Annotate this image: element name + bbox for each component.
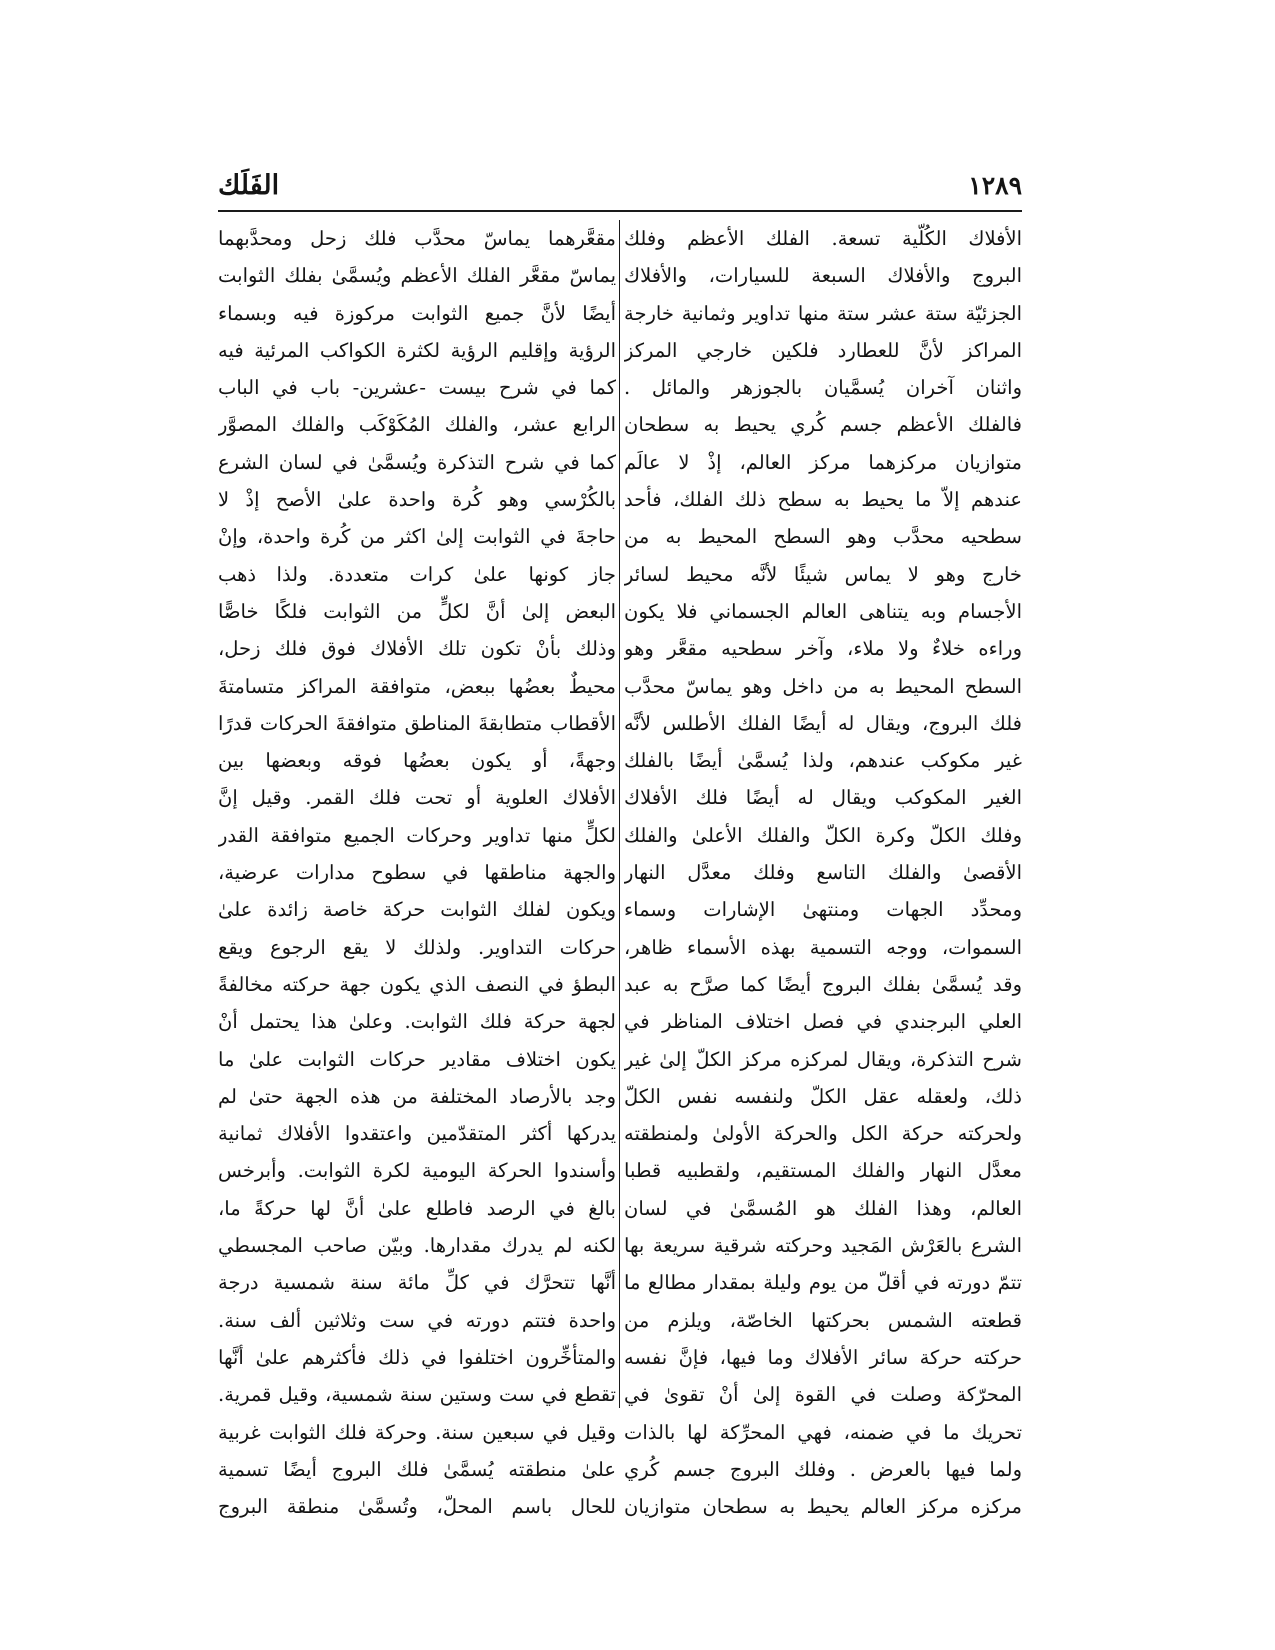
text-line: البروج والأفلاك السبعة للسيارات، والأفلاك — [624, 264, 1022, 288]
running-header — [218, 166, 1022, 206]
page-number: ١٢٨٩ — [968, 171, 1022, 200]
text-line: وراءه خلاءٌ ولا ملاء، وآخر سطحيه مقعَّر وهو — [624, 637, 1022, 661]
text-line: حركته حركة سائر الأفلاك وما فيها، فإنَّ نفسه — [624, 1345, 1022, 1369]
text-line: السموات، ووجه التسمية بهذه الأسماء ظاهر، — [624, 935, 1022, 959]
text-line: شرح التذكرة، ويقال لمركزه مركز الكلّ إلىٰ غير — [624, 1047, 1022, 1071]
right-column — [624, 220, 1022, 1525]
text-line: كما في شرح بيست -عشرين- باب في الباب — [218, 376, 616, 400]
text-line: لكنه لم يدرك مقدارها. وبيّن صاحب المجسطي — [218, 1234, 616, 1258]
text-line: الشرع بالعَرْش المَجيد وحركته شرقية سريعة بها — [624, 1234, 1022, 1258]
text-line: محيطٌ بعضُها ببعض، متوافقة المراكز متسامتةَ — [218, 674, 616, 698]
text-line: الجزئيّة ستة عشر ستة منها تداوير وثمانية خارجة — [624, 301, 1022, 325]
text-line: العالم، وهذا الفلك هو المُسمَّىٰ في لسان — [624, 1196, 1022, 1220]
text-line: المراكز لأنَّ للعطارد فلكين خارجي المركز — [624, 338, 1022, 362]
text-line: متوازيان مركزهما مركز العالم، إذْ لا عالَم — [624, 450, 1022, 474]
text-line: لجهة حركة فلك الثوابت. وعلىٰ هذا يحتمل أنْ — [218, 1010, 616, 1034]
text-line: يكون اختلاف مقادير حركات الثوابت علىٰ ما — [218, 1047, 616, 1071]
text-line: المحرّكة وصلت في القوة إلىٰ أنْ تقوىٰ في — [624, 1383, 1022, 1407]
text-line: ذلك، ولعقله عقل الكلّ ولنفسه نفس الكلّ — [624, 1084, 1022, 1108]
text-line: كما في شرح التذكرة ويُسمَّىٰ في لسان الشرع — [218, 450, 616, 474]
page-title: الفَلَك — [218, 170, 280, 201]
text-line: لكلٍّ منها تداوير وحركات الجميع متوافقة القدر — [218, 823, 616, 847]
text-line: وقيل في سبعين سنة. وحركة فلك الثوابت غربية — [218, 1420, 616, 1444]
text-line: البعض إلىٰ أنَّ لكلٍّ من الثوابت فلكًا خاصًّا — [218, 599, 616, 623]
left-column — [218, 220, 616, 1525]
text-line: تتمّ دورته في أقلّ من يوم وليلة بمقدار مطالع ما — [624, 1271, 1022, 1295]
text-line: والمتأخِّرون اختلفوا في ذلك فأكثرهم علىٰ أنَّها — [218, 1345, 616, 1369]
text-line: الأفلاك الكُلّية تسعة. الفلك الأعظم وفلك — [624, 227, 1022, 250]
text-line: وجد بالأرصاد المختلفة من هذه الجهة حتىٰ لم — [218, 1084, 616, 1108]
text-line: الرابع عشر، والفلك المُكَوْكَب والفلك المصوَّر — [218, 413, 616, 437]
text-line: السطح المحيط به من داخل وهو يماسّ محدَّب — [624, 674, 1022, 698]
text-line: يدركها أكثر المتقدّمين واعتقدوا الأفلاك ثمانية — [218, 1122, 616, 1146]
text-line: مركزه مركز العالم يحيط به سطحان متوازيان — [624, 1495, 1022, 1519]
text-line: ويكون لفلك الثوابت حركة خاصة زائدة علىٰ — [218, 898, 616, 922]
text-line: ولحركته حركة الكل والحركة الأولىٰ ولمنطقته — [624, 1122, 1022, 1146]
text-line: مقعَّرهما يماسّ محدَّب فلك زحل ومحدَّبهما — [218, 227, 616, 250]
text-line: الغير المكوكب ويقال له أيضًا فلك الأفلاك — [624, 786, 1022, 810]
text-line: وفلك الكلّ وكرة الكلّ والفلك الأعلىٰ والفلك — [624, 823, 1022, 847]
text-line: البطؤ في النصف الذي يكون جهة حركته مخالفةً — [218, 972, 616, 996]
text-line: الأجسام وبه يتناهى العالم الجسماني فلا يكون — [624, 599, 1022, 623]
text-line: جاز كونها علىٰ كرات متعددة. ولذا ذهب — [218, 562, 616, 586]
text-line: حاجةَ في الثوابت إلىٰ اكثر من كُرة واحدة، وإنْ — [218, 525, 616, 549]
text-line: للحال باسم المحلّ، وتُسمَّىٰ منطقة البروج — [218, 1495, 616, 1519]
text-line: فالفلك الأعظم جسم كُري يحيط به سطحان — [624, 413, 1022, 437]
text-line: بالغ في الرصد فاطلع علىٰ أنَّ لها حركةً ما، — [218, 1196, 616, 1220]
text-line: الأفلاك العلوية أو تحت فلك القمر. وقيل إنَّ — [218, 786, 616, 810]
text-line: أنَّها تتحرَّك في كلِّ مائة سنة شمسية درجة — [218, 1271, 616, 1295]
text-line: الأقطاب متطابقةَ المناطق متوافقةَ الحركات قدرًا — [218, 711, 616, 735]
text-line: واثنان آخران يُسمَّيان بالجوزهر والمائل . — [624, 376, 1022, 400]
text-line: ولما فيها بالعرض . وفلك البروج جسم كُري — [624, 1457, 1022, 1481]
text-line: غير مكوكب عندهم، ولذا يُسمَّىٰ أيضًا بالفلك — [624, 749, 1022, 773]
text-line: أيضًا لأنَّ جميع الثوابت مركوزة فيه وبسماء — [218, 301, 616, 325]
text-line: وأسندوا الحركة اليومية لكرة الثوابت. وأبرخس — [218, 1159, 616, 1183]
text-line: الرؤية وإقليم الرؤية لكثرة الكواكب المرئية فيه — [218, 338, 616, 362]
text-line: واحدة فتتم دورته في ست وثلاثين ألف سنة. — [218, 1308, 616, 1332]
column-divider — [619, 220, 620, 1408]
text-line: ومحدِّد الجهات ومنتهىٰ الإشارات وسماء — [624, 898, 1022, 922]
text-line: علىٰ منطقته يُسمَّىٰ فلك البروج أيضًا تسمية — [218, 1457, 616, 1481]
text-line: سطحيه محدَّب وهو السطح المحيط به من — [624, 525, 1022, 549]
text-line: يماسّ مقعَّر الفلك الأعظم ويُسمَّىٰ بفلك الثوابت — [218, 264, 616, 288]
text-line: فلك البروج، ويقال له أيضًا الفلك الأطلس لأنَّه — [624, 711, 1022, 735]
text-line: خارج وهو لا يماس شيئًا لأنَّه محيط لسائر — [624, 562, 1022, 586]
text-line: معدَّل النهار والفلك المستقيم، ولقطبيه قطبا — [624, 1159, 1022, 1183]
header-rule — [218, 210, 1022, 212]
text-line: قطعته الشمس بحركتها الخاصّة، ويلزم من — [624, 1308, 1022, 1332]
text-line: وذلك بأنْ تكون تلك الأفلاك فوق فلك زحل، — [218, 637, 616, 661]
text-line: تحريك ما في ضمنه، فهي المحرِّكة لها بالذات — [624, 1420, 1022, 1444]
text-line: وقد يُسمَّىٰ بفلك البروج أيضًا كما صرَّح به عبد — [624, 972, 1022, 996]
text-line: والجهة مناطقها في سطوح مدارات عرضية، — [218, 861, 616, 885]
text-line: بالكُرْسي وهو كُرة واحدة علىٰ الأصح إذْ لا — [218, 488, 616, 512]
text-line: وجهةً، أو يكون بعضُها فوقه وبعضها بين — [218, 749, 616, 773]
text-line: الأقصىٰ والفلك التاسع وفلك معدَّل النهار — [624, 861, 1022, 885]
text-line: العلي البرجندي في فصل اختلاف المناظر في — [624, 1010, 1022, 1034]
text-line: عندهم إلاّ ما يحيط به سطح ذلك الفلك، فأحد — [624, 488, 1022, 512]
text-line: تقطع في ست وستين سنة شمسية، وقيل قمرية. — [218, 1383, 616, 1407]
text-line: حركات التداوير. ولذلك لا يقع الرجوع ويقع — [218, 935, 616, 959]
